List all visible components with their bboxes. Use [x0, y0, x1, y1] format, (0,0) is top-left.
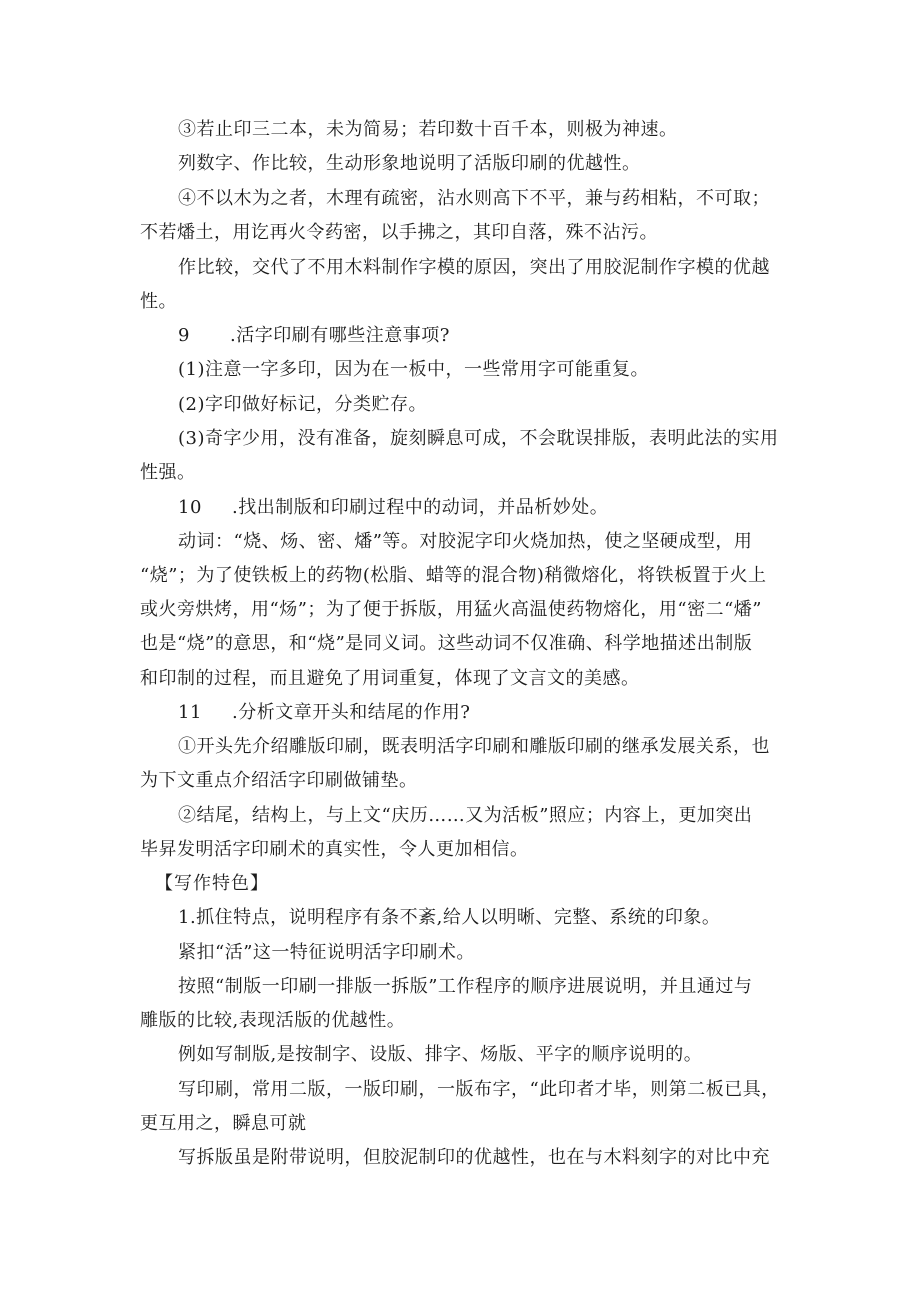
paragraph-line: 例如写制版,是按制字、设版、排字、炀版、平字的顺序说明的。 [178, 1044, 703, 1065]
paragraph-line: 雕版的比较,表现活版的优越性。 [140, 1010, 406, 1031]
paragraph-line: 和印制的过程，而且避免了用词重复，体现了文言文的美感。 [140, 668, 640, 689]
question-text: .分析文章开头和结尾的作用? [232, 702, 471, 723]
paragraph-line: (2)字印做好标记，分类贮存。 [178, 394, 427, 415]
paragraph-line: 更互用之，瞬息可就 [140, 1113, 307, 1134]
paragraph-line: 列数字、作比较，生动形象地说明了活版印刷的优越性。 [178, 153, 641, 174]
question-number: 9 [178, 325, 190, 346]
paragraph-line: “烧”；为了使铁板上的药物(松脂、蜡等的混合物)稍微熔化，将铁板置于火上 [140, 565, 767, 586]
paragraph-line: 或火旁烘烤，用“炀”；为了便于拆版，用猛火高温使药物熔化，用“密二“燔” [140, 599, 763, 620]
paragraph-line: ④不以木为之者，木理有疏密，沾水则高下不平，兼与药相粘，不可取； [178, 188, 770, 209]
paragraph-line: 为下文重点介绍活字印刷做铺垫。 [140, 770, 418, 791]
question-11 [178, 701, 470, 725]
paragraph-line: 按照“制版一印刷一排版一拆版”工作程序的顺序进展说明，并且通过与 [178, 976, 753, 997]
question-number: 10 [178, 497, 202, 518]
paragraph-line: ①开头先介绍雕版印刷，既表明活字印刷和雕版印刷的继承发展关系，也 [178, 736, 770, 757]
paragraph-line: (1)注意一字多印，因为在一板中，一些常用字可能重复。 [178, 359, 649, 380]
paragraph-line: 性。 [140, 291, 177, 312]
question-number: 11 [178, 702, 202, 723]
paragraph-line: 紧扣“活”这一特征说明活字印刷术。 [178, 942, 475, 963]
question-10 [178, 496, 608, 520]
paragraph-line: 性强。 [140, 462, 196, 483]
paragraph-line: 也是“烧”的意思，和“烧”是同义词。这些动词不仅准确、科学地描述出制版 [140, 633, 753, 654]
paragraph-line: 不若燔土，用讫再火令药密，以手拂之，其印自落，殊不沾污。 [140, 222, 658, 243]
paragraph-line: 1.抓住特点，说明程序有条不紊,给人以明晰、完整、系统的印象。 [178, 907, 721, 928]
paragraph-line: 毕昇发明活字印刷术的真实性，令人更加相信。 [140, 839, 529, 860]
paragraph-line: (3)奇字少用，没有准备，旋刻瞬息可成，不会耽误排版，表明此法的实用 [178, 428, 779, 449]
paragraph-line: ②结尾，结构上，与上文“庆历……又为活板”照应；内容上，更加突出 [178, 805, 753, 826]
paragraph-line: 写印刷，常用二版，一版印刷，一版布字，“此印者才毕，则第二板已具， [178, 1079, 780, 1100]
paragraph-line: ③若止印三二本，未为简易；若印数十百千本，则极为神速。 [178, 119, 678, 140]
paragraph-line: 作比较，交代了不用木料制作字模的原因，突出了用胶泥制作字模的优越 [178, 257, 770, 278]
question-text: .找出制版和印刷过程中的动词，并品析妙处。 [232, 497, 609, 518]
question-text: .活字印刷有哪些注意事项? [230, 325, 450, 346]
question-9 [178, 324, 450, 348]
section-heading: 【写作特色】 [155, 873, 269, 894]
paragraph-line: 写拆版虽是附带说明，但胶泥制印的优越性，也在与木料刻字的对比中充 [178, 1147, 770, 1168]
paragraph-line: 动词：“烧、炀、密、燔”等。对胶泥字印火烧加热，使之坚硬成型，用 [178, 531, 753, 552]
